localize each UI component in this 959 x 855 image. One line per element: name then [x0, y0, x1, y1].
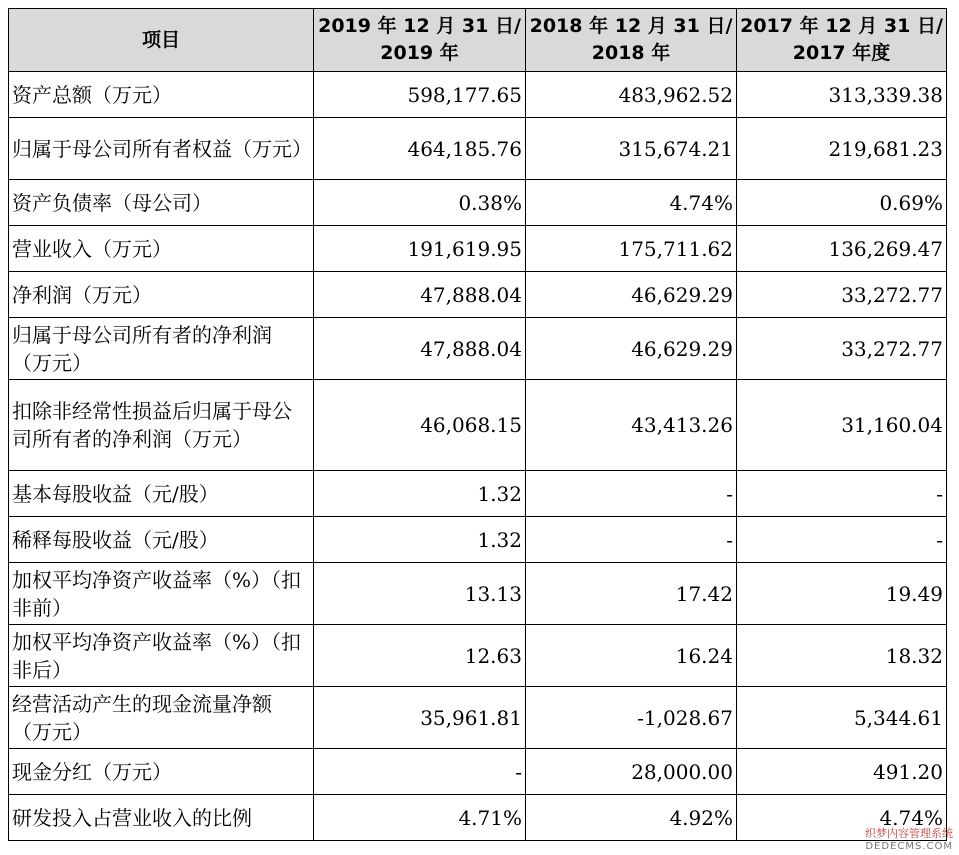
row-label: 加权平均净资产收益率（%）（扣非前）: [9, 563, 314, 625]
table-row: [9, 563, 947, 625]
cell-2019: 1.32: [314, 517, 526, 563]
header-2019-line2: 2019 年: [380, 42, 459, 64]
header-2019-line1: 2019 年 12 月 31 日/: [318, 15, 521, 37]
row-label: 扣除非经常性损益后归属于母公司所有者的净利润（万元）: [9, 380, 314, 471]
table-row: [9, 687, 947, 749]
cell-2018: 46,629.29: [526, 318, 737, 380]
cell-2019: 47,888.04: [314, 318, 526, 380]
cell-2017: -: [737, 517, 947, 563]
cell-2018: 4.92%: [526, 795, 737, 841]
cell-2017: -: [737, 471, 947, 517]
cell-2017: 491.20: [737, 749, 947, 795]
cell-2017: 5,344.61: [737, 687, 947, 749]
cell-2019: 12.63: [314, 625, 526, 687]
row-label: 基本每股收益（元/股）: [9, 471, 314, 517]
table-row: [9, 226, 947, 272]
financial-table-container: [8, 8, 947, 841]
row-label: 研发投入占营业收入的比例: [9, 795, 314, 841]
cell-2019: 1.32: [314, 471, 526, 517]
cell-2019: 464,185.76: [314, 118, 526, 180]
cell-2018: 43,413.26: [526, 380, 737, 471]
table-row: [9, 72, 947, 118]
table-row: [9, 380, 947, 471]
header-2017-line1: 2017 年 12 月 31 日/: [740, 15, 943, 37]
row-label: 现金分红（万元）: [9, 749, 314, 795]
table-row: [9, 318, 947, 380]
cell-2018: 46,629.29: [526, 272, 737, 318]
cell-2019: 35,961.81: [314, 687, 526, 749]
cell-2019: 191,619.95: [314, 226, 526, 272]
cell-2019: 598,177.65: [314, 72, 526, 118]
cell-2018: 28,000.00: [526, 749, 737, 795]
row-label: 资产负债率（母公司）: [9, 180, 314, 226]
cell-2019: 13.13: [314, 563, 526, 625]
cell-2018: 175,711.62: [526, 226, 737, 272]
cell-2018: -1,028.67: [526, 687, 737, 749]
table-header-row: [9, 9, 947, 72]
row-label: 稀释每股收益（元/股）: [9, 517, 314, 563]
header-2018: [526, 9, 737, 72]
row-label: 资产总额（万元）: [9, 72, 314, 118]
header-2018-line1: 2018 年 12 月 31 日/: [529, 15, 733, 37]
cell-2018: 17.42: [526, 563, 737, 625]
table-row: [9, 625, 947, 687]
header-2017: [737, 9, 947, 72]
cell-2017: 31,160.04: [737, 380, 947, 471]
table-row: [9, 749, 947, 795]
cell-2019: 0.38%: [314, 180, 526, 226]
table-row: [9, 795, 947, 841]
header-2017-line2: 2017 年度: [792, 42, 891, 64]
table-row: [9, 471, 947, 517]
cell-2018: 4.74%: [526, 180, 737, 226]
table-row: [9, 517, 947, 563]
cell-2018: -: [526, 471, 737, 517]
header-item: 项目: [9, 9, 314, 72]
row-label: 归属于母公司所有者权益（万元）: [9, 118, 314, 180]
row-label: 归属于母公司所有者的净利润（万元）: [9, 318, 314, 380]
header-2019: [314, 9, 526, 72]
cell-2018: 315,674.21: [526, 118, 737, 180]
cell-2017: 19.49: [737, 563, 947, 625]
cell-2018: 16.24: [526, 625, 737, 687]
watermark: [865, 827, 953, 853]
table-row: [9, 272, 947, 318]
cell-2017: 219,681.23: [737, 118, 947, 180]
financial-summary-table: [8, 8, 947, 841]
table-row: [9, 180, 947, 226]
header-2018-line2: 2018 年: [591, 42, 671, 64]
cell-2017: 0.69%: [737, 180, 947, 226]
cell-2017: 4.74%: [737, 795, 947, 841]
cell-2017: 18.32: [737, 625, 947, 687]
cell-2019: 46,068.15: [314, 380, 526, 471]
table-row: [9, 118, 947, 180]
cell-2018: -: [526, 517, 737, 563]
row-label: 营业收入（万元）: [9, 226, 314, 272]
cell-2019: 4.71%: [314, 795, 526, 841]
cell-2019: 47,888.04: [314, 272, 526, 318]
cell-2019: -: [314, 749, 526, 795]
cell-2017: 136,269.47: [737, 226, 947, 272]
cell-2017: 33,272.77: [737, 272, 947, 318]
cell-2018: 483,962.52: [526, 72, 737, 118]
cell-2017: 313,339.38: [737, 72, 947, 118]
row-label: 经营活动产生的现金流量净额（万元）: [9, 687, 314, 749]
cell-2017: 33,272.77: [737, 318, 947, 380]
row-label: 加权平均净资产收益率（%）（扣非后）: [9, 625, 314, 687]
watermark-line2: DEDECMS.COM: [865, 841, 953, 852]
watermark-line1: 织梦内容管理系统: [865, 827, 953, 840]
row-label: 净利润（万元）: [9, 272, 314, 318]
